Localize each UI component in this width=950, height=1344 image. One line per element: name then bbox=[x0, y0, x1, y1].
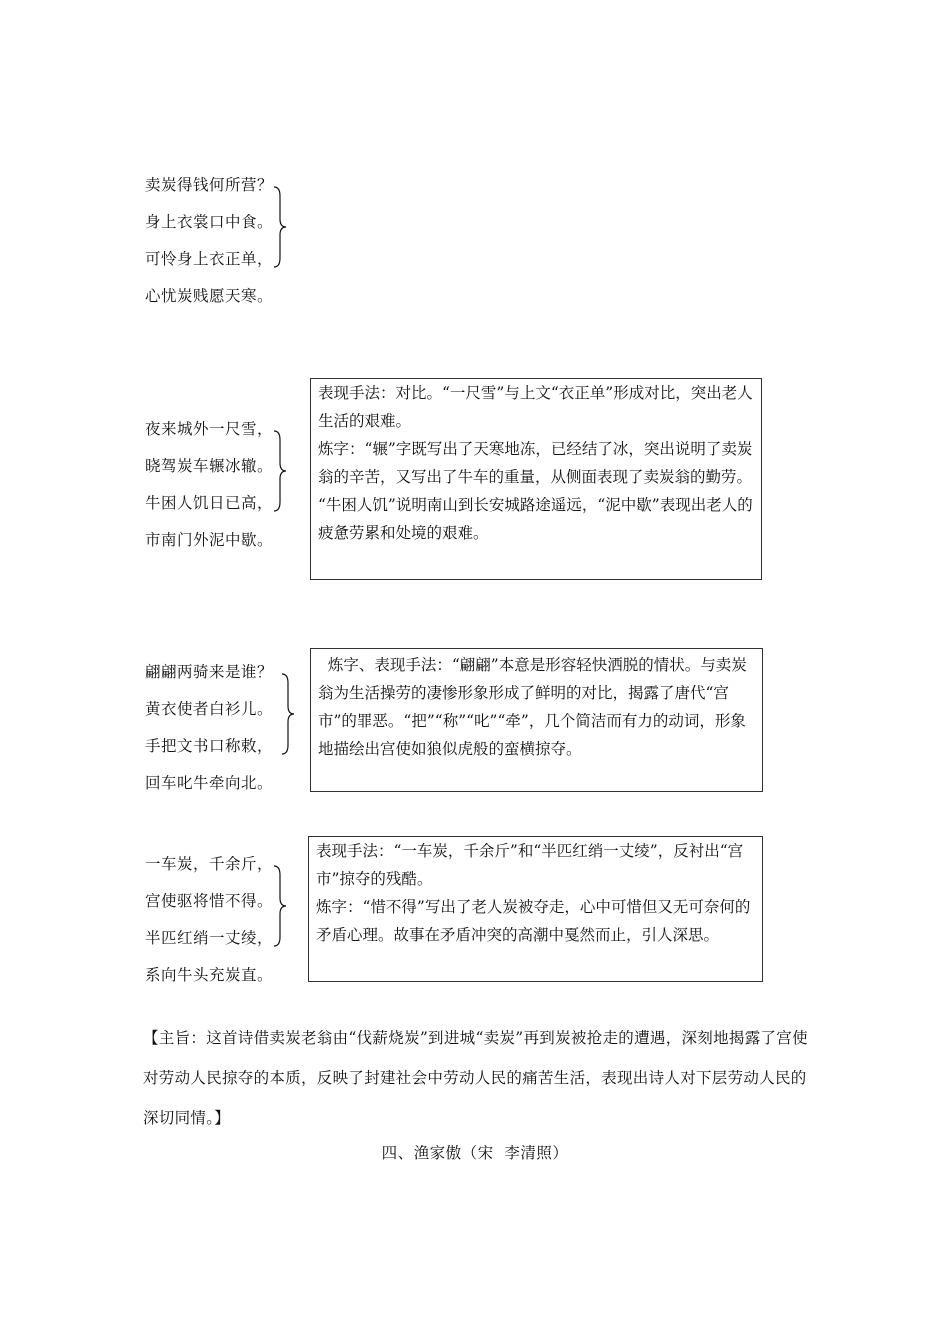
poem-line: 市南门外泥中歇。 bbox=[145, 531, 274, 549]
brace-icon bbox=[272, 430, 288, 512]
poem-stanza-3 bbox=[145, 654, 273, 802]
brace-icon bbox=[280, 673, 296, 755]
poem-line: 可怜身上衣正单， bbox=[145, 250, 274, 268]
brace-icon bbox=[272, 865, 288, 947]
poem-line: 一车炭，千余斤， bbox=[145, 855, 274, 873]
poem-stanza-2 bbox=[145, 411, 273, 559]
poem-line: 晓驾炭车辗冰辙。 bbox=[145, 457, 274, 475]
annotation-text: 表现手法：对比。“一尺雪”与上文“衣正单”形成对比，突出老人生活的艰难。 bbox=[318, 384, 753, 430]
poem-line: 卖炭得钱何所营？ bbox=[145, 176, 274, 194]
poem-stanza-4 bbox=[145, 846, 273, 994]
annotation-box-2 bbox=[310, 378, 762, 580]
annotation-box-4 bbox=[308, 836, 763, 982]
poem-line: 翩翩两骑来是谁？ bbox=[145, 663, 274, 681]
brace-icon bbox=[272, 186, 288, 268]
poem-line: 手把文书口称敕， bbox=[145, 737, 274, 755]
poem-line: 宫使驱将惜不得。 bbox=[145, 892, 274, 910]
theme-summary: 【主旨：这首诗借卖炭老翁由“伐薪烧炭”到进城“卖炭”再到炭被抢走的遭遇，深刻地揭露了宫使对劳动人民掠夺的本质，反映了封建社会中劳动人民的痛苦生活，表现出诗人对下层劳动人民的深切同情。】 bbox=[143, 1029, 808, 1127]
annotation-box-3 bbox=[310, 648, 763, 792]
annotation-text: 炼字：“辗”字既写出了天寒地冻，已经结了冰，突出说明了卖炭翁的辛苦，又写出了牛车的重量，从侧面表现了卖炭翁的勤劳。 bbox=[318, 440, 753, 486]
section-heading: 四、渔家傲（宋 李清照） bbox=[381, 1144, 569, 1162]
poem-line: 半匹红绡一丈绫， bbox=[145, 929, 274, 947]
annotation-text: 炼字、表现手法：“翩翩”本意是形容轻快洒脱的情状。与卖炭翁为生活操劳的凄惨形象形成了鲜明的对比，揭露了唐代“宫市”的罪恶。“把”“称”“叱”“牵”，几个简洁而有力的动词，形象地描绘出宫使如狼似虎般的蛮横掠夺。 bbox=[318, 656, 747, 758]
poem-line: 牛困人饥日已高， bbox=[145, 494, 274, 512]
annotation-text: 表现手法：“一车炭，千余斤”和“半匹红绡一丈绫”，反衬出“宫市”掠夺的残酷。 bbox=[316, 842, 744, 888]
poem-line: 黄衣使者白衫儿。 bbox=[145, 700, 274, 718]
poem-stanza-1 bbox=[145, 167, 273, 315]
poem-line: 回车叱牛牵向北。 bbox=[145, 774, 274, 792]
poem-line: 夜来城外一尺雪， bbox=[145, 420, 274, 438]
annotation-text: 炼字：“惜不得”写出了老人炭被夺走，心中可惜但又无可奈何的矛盾心理。故事在矛盾冲突的高潮中戛然而止，引人深思。 bbox=[316, 898, 751, 944]
poem-line: 心忧炭贱愿天寒。 bbox=[145, 287, 274, 305]
annotation-text: “牛困人饥”说明南山到长安城路途遥远，“泥中歇”表现出老人的疲惫劳累和处境的艰难。 bbox=[318, 496, 753, 542]
poem-line: 系向牛头充炭直。 bbox=[145, 966, 274, 984]
poem-line: 身上衣裳口中食。 bbox=[145, 213, 274, 231]
